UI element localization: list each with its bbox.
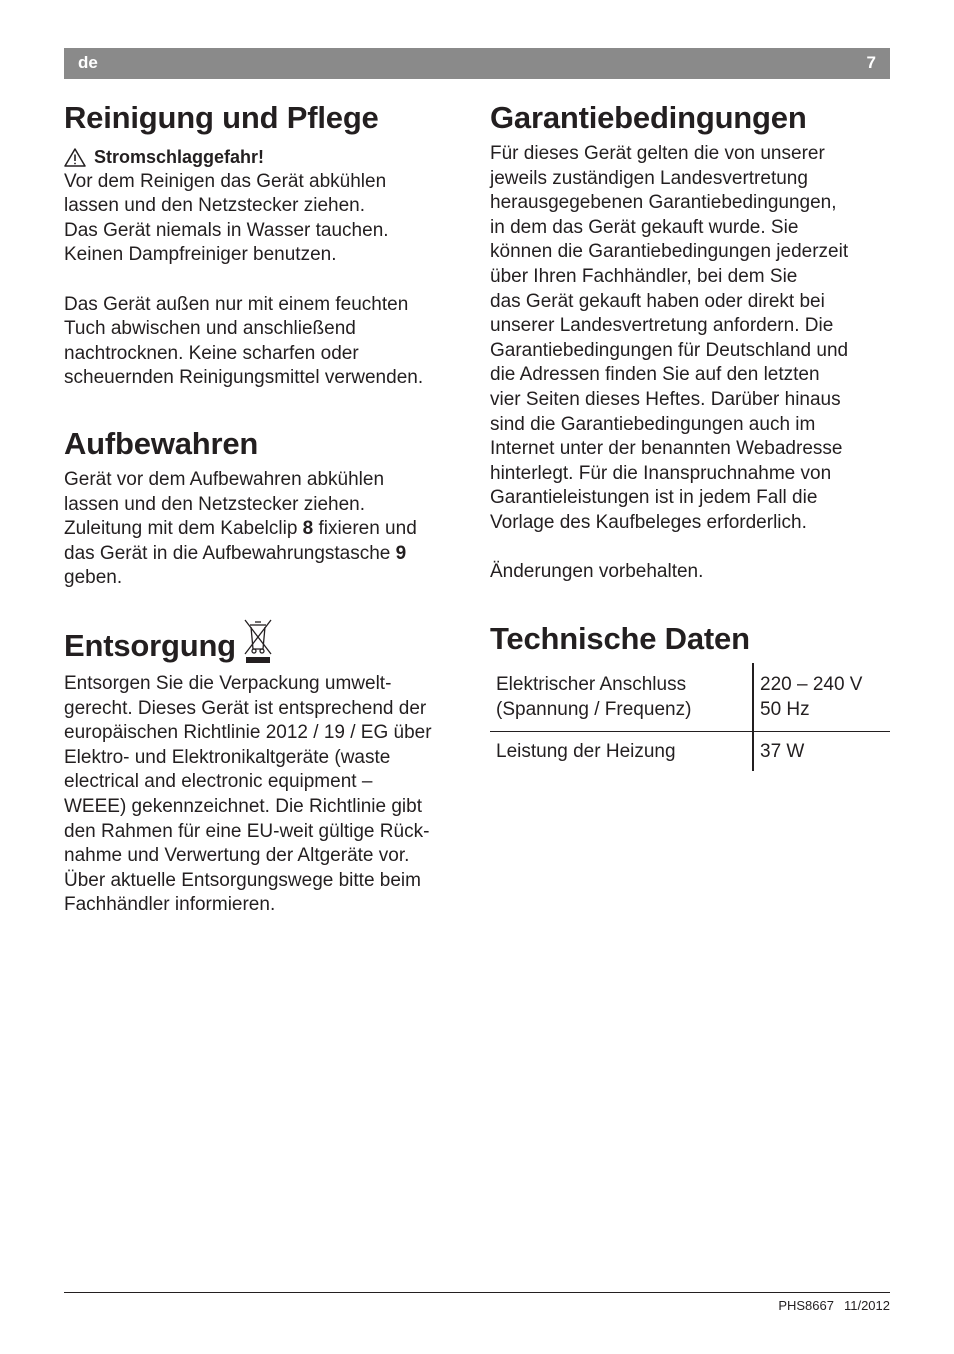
section-storage: [64, 424, 417, 591]
warning-triangle-icon: [64, 148, 86, 167]
page-number: 7: [866, 53, 876, 72]
storage-text-a: Gerät vor dem Aufbewahren abkühlen lassen und den Netzstecker ziehen. Zuleitung mit dem Kabelclip: [64, 469, 385, 540]
technical-data-table: [490, 663, 890, 771]
table-cell-label: Leistung der Heizung: [496, 741, 676, 763]
section-title-disposal: Entsorgung: [64, 628, 236, 663]
section-title-technical-data: Technische Daten: [490, 621, 750, 656]
storage-text-b: fixieren und das Gerät in die Aufbewahrungstasche: [64, 518, 417, 564]
footer-date: 11/2012: [843, 1298, 890, 1313]
header-bar: [64, 48, 890, 79]
storage-text-c: geben.: [64, 567, 123, 589]
warning-label: Stromschlaggefahr!: [94, 147, 265, 167]
warranty-paragraph-2: Änderungen vorbehalten.: [490, 561, 704, 583]
footer: [778, 1298, 890, 1313]
footer-rule: [64, 1292, 890, 1293]
section-cleaning: [64, 98, 423, 391]
disposal-heading-row: [64, 618, 432, 666]
table-cell-value: 220 – 240 V 50 Hz: [753, 663, 890, 732]
storage-paragraph: [64, 468, 417, 591]
section-technical-data: [490, 619, 863, 763]
cleaning-paragraph-2: Das Gerät außen nur mit einem feuchten Tuch abwischen und anschließend nachtrocknen. Keine scharfen oder scheuernden Reinigungsmittel verwenden.: [64, 293, 424, 389]
section-disposal: [64, 618, 432, 918]
section-title-warranty: Garantiebedingungen: [490, 100, 807, 135]
table-cell-label: Elektrischer Anschluss (Spannung / Frequenz): [490, 663, 753, 732]
ref-9: 9: [395, 542, 407, 564]
ref-8: 8: [302, 518, 314, 540]
table-cell-value: 37 W: [753, 732, 890, 771]
weee-crossed-bin-icon: [242, 618, 274, 666]
disposal-paragraph: Entsorgen Sie die Verpackung umwelt- gerecht. Dieses Gerät ist entsprechend der europäischen Richtlinie 2012 / 19 / EG über Elektro- und Elektronikaltgeräte (waste electrical and electronic equipment – WEEE) gekennzeichnet. Die Richtlinie gibt den Rahmen für eine EU-weit gültige Rück- nahme und Verwertung der Altgeräte vor. Über aktuelle Entsorgungswege bitte beim Fachhändler informieren.: [64, 673, 432, 916]
footer-model: PHS8667: [778, 1298, 834, 1313]
language-code: de: [78, 53, 98, 72]
section-title-cleaning: Reinigung und Pflege: [64, 100, 379, 135]
section-title-storage: Aufbewahren: [64, 426, 259, 461]
warning-line: [64, 145, 423, 170]
section-warranty: [490, 98, 848, 585]
table-row: [490, 663, 890, 732]
cleaning-paragraph-1: Vor dem Reinigen das Gerät abkühlen lassen und den Netzstecker ziehen. Das Gerät niemals in Wasser tauchen. Keinen Dampfreiniger benutzen.: [64, 170, 389, 266]
table-row: [490, 732, 890, 771]
warranty-paragraph-1: Für dieses Gerät gelten die von unserer jeweils zuständigen Landesvertretung herausgegebenen Garantiebedingungen, in dem das Gerät gekauft wurde. Sie können die Garantiebedingungen jederzeit über Ihren Fachhändler, bei dem Sie das Gerät gekauft haben oder direkt bei unserer Landesvertretung anfordern. Die Garantiebedingungen für Deutschland und die Adressen finden Sie auf den letzten vier Seiten dieses Heftes. Darüber hinaus sind die Garantiebedingungen auch im Internet unter der benannten Webadresse hinterlegt. Für die Inanspruchnahme von Garantieleistungen ist in jedem Fall die Vorlage des Kaufbeleges erforderlich.: [490, 143, 849, 533]
